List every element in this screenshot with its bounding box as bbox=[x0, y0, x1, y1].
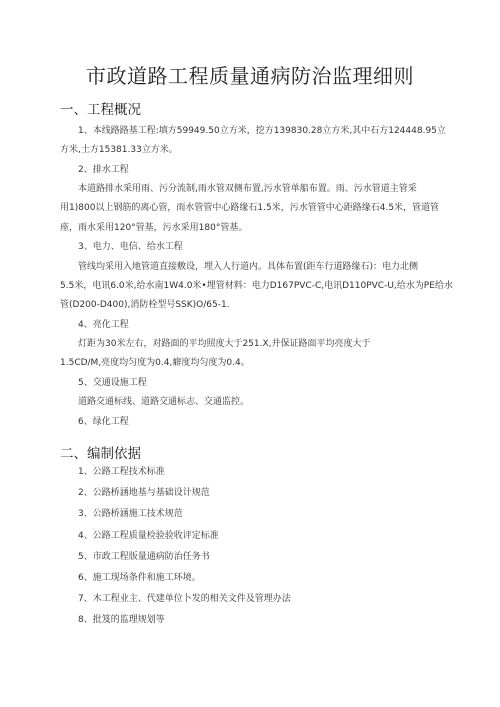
subheading-greening: 6、绿化工程 bbox=[78, 417, 129, 427]
paragraph-line: 1.5CD/M,亮度均匀度为0.4,癖度均匀度为0.4。 bbox=[60, 358, 250, 368]
subheading-utilities: 3、电力、电信、给水工程 bbox=[78, 242, 183, 252]
paragraph-line: 管(D200-D400),消防栓型号SSK)O/65-1. bbox=[60, 300, 230, 310]
list-item: 4、公路工程质量检验验收评定标准 bbox=[78, 531, 219, 541]
subheading-traffic: 5、交通设施工程 bbox=[78, 378, 147, 388]
paragraph-line: 灯距为30米左右，对路面的平均照度大于251.X,并保证路面平均亮度大于 bbox=[78, 339, 371, 349]
list-item: 7、木工程业主、代建单位卜发的相关文件及管理办法 bbox=[78, 594, 291, 604]
paragraph-line: 方米,土方15381.33立方米。 bbox=[60, 145, 178, 155]
section-heading-overview: 一、工程概况 bbox=[60, 102, 141, 118]
section-heading-basis: 二、编制依据 bbox=[60, 446, 141, 462]
list-item: 6、施工现场条件和施工环境。 bbox=[78, 573, 201, 583]
list-item: 5、市政工程版量通病防治任务书 bbox=[78, 552, 210, 562]
paragraph-line: 1、本线路路基工程:填方59949.50立方米，挖方139830.28立方米,其中石方124448.95立 bbox=[78, 126, 446, 136]
list-item: 8、批笈的监理规划等 bbox=[78, 615, 165, 625]
paragraph-line: 座，雨水采用120°管基，污水采用180°管基。 bbox=[60, 223, 248, 233]
list-item: 1、公路工程技术标准 bbox=[78, 467, 165, 477]
paragraph-line: 管线均采用入地管道直接敷设，埋入人行道内。具体布置(距车行道路缘石)：电力北侧 bbox=[78, 262, 419, 272]
subheading-drainage: 2、排水工程 bbox=[78, 165, 129, 175]
paragraph-line: 本道路排水采用雨、污分流制,雨水管双侧布置,污水管单船布置。雨、污水管道主管采 bbox=[78, 184, 417, 194]
paragraph-line: 道路交通标线、道路交通标志、交通监控。 bbox=[78, 397, 250, 407]
list-item: 3、公路桥涵施工技术规范 bbox=[78, 509, 183, 519]
paragraph-line: 用1)800以上钢筋的离心管，雨水管管中心路缘石1.5米，污水管管中心距路缘石4.5米，管道管 bbox=[60, 203, 440, 213]
paragraph-line: 5.5米，电讯6.0米,给水南1W4.0米•埋管材料：电力D167PVC-C,电讯D110PVC-U,给水为PE给水 bbox=[60, 281, 453, 291]
list-item: 2、公路桥涵地基与基础设计规范 bbox=[78, 488, 210, 498]
subheading-lighting: 4、亮化工程 bbox=[78, 320, 129, 330]
document-title: 市政道路工程质量通病防治监理细则 bbox=[86, 64, 414, 88]
